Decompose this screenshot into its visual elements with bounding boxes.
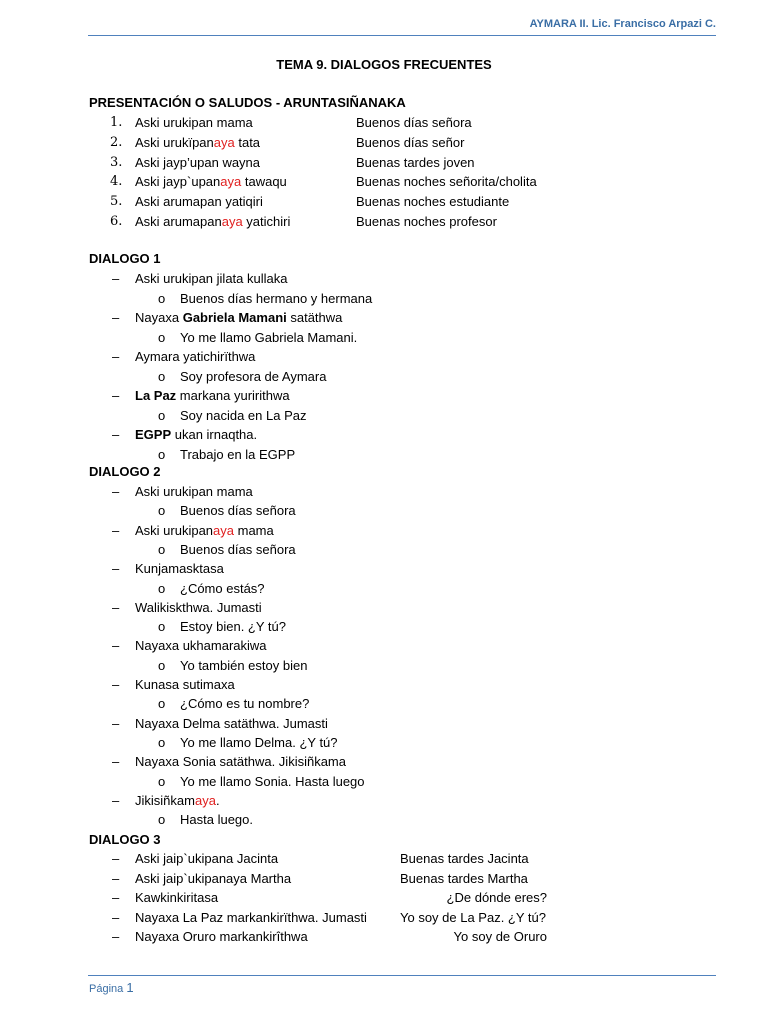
dash-bullet: –	[112, 715, 120, 731]
circle-bullet: o	[158, 773, 166, 789]
aymara-line	[135, 386, 290, 406]
highlight-suffix: aya	[194, 792, 216, 808]
dash-bullet: –	[112, 851, 120, 866]
bold-name: Gabriela Mamani	[182, 310, 287, 325]
spanish-translation: Buenos días hermano y hermana	[180, 290, 373, 306]
aymara-phrase	[135, 212, 290, 232]
dialogo-3-heading: DIALOGO 3	[89, 832, 161, 847]
aymara-line	[135, 482, 253, 502]
spanish-translation: Soy profesora de Aymara	[180, 368, 327, 384]
aymara-phrase	[135, 113, 253, 133]
list-number: 4.	[110, 174, 123, 190]
dialogo-2-heading: DIALOGO 2	[89, 464, 161, 479]
circle-bullet: o	[158, 734, 166, 750]
header-divider	[88, 35, 716, 36]
circle-bullet: o	[158, 446, 166, 462]
circle-bullet: o	[158, 657, 166, 673]
circle-bullet: o	[158, 696, 166, 712]
phrase-text: Jikisiñkam	[135, 792, 195, 808]
dash-bullet: –	[112, 754, 120, 770]
phrase-text: Aski arumapan	[135, 214, 222, 229]
spanish-translation: ¿Cómo es tu nombre?	[180, 696, 310, 712]
phrase-text: Aski urukipan jilata kullaka	[135, 271, 288, 286]
circle-bullet: o	[158, 619, 166, 635]
dash-bullet: –	[112, 929, 120, 945]
aymara-line	[135, 521, 274, 541]
dash-bullet: –	[112, 427, 120, 442]
phrase-text: Nayaxa Sonia satäthwa. Jikisiñkama	[135, 754, 346, 770]
bold-name: EGPP	[135, 427, 172, 442]
spanish-translation: Yo me llamo Sonia. Hasta luego	[180, 773, 365, 789]
spanish-translation: Yo me llamo Delma. ¿Y tú?	[180, 734, 338, 750]
bold-name: La Paz	[135, 388, 177, 403]
aymara-line: Aski jaip`ukipana Jacinta	[135, 851, 279, 866]
dash-bullet: –	[112, 890, 120, 906]
phrase-text: tawaqu	[241, 174, 287, 190]
spanish-translation: Buenas tardes Jacinta	[400, 851, 529, 866]
spanish-translation: Buenas noches estudiante	[356, 194, 510, 210]
aymara-line	[135, 675, 235, 695]
dash-bullet: –	[112, 909, 120, 925]
phrase-text: Aski urukipan mama	[135, 115, 253, 130]
aymara-line: Kawkinkiritasa	[135, 890, 219, 906]
dash-bullet: –	[112, 638, 120, 654]
spanish-translation: Buenas tardes Martha	[400, 870, 528, 886]
footer-divider	[88, 975, 716, 976]
aymara-line	[135, 269, 287, 289]
dash-bullet: –	[112, 561, 120, 577]
aymara-phrase	[135, 153, 260, 173]
spanish-translation: Estoy bien. ¿Y tú?	[180, 619, 286, 635]
dash-bullet: –	[112, 349, 120, 364]
spanish-translation: Yo me llamo Gabriela Mamani.	[180, 329, 358, 345]
dash-bullet: –	[112, 310, 120, 325]
spanish-translation: Yo soy de Oruro	[453, 929, 547, 945]
spanish-translation: Buenas noches señorita/cholita	[356, 174, 537, 190]
dash-bullet: –	[112, 484, 120, 499]
page-title: TEMA 9. DIALOGOS FRECUENTES	[276, 57, 492, 72]
page-header: AYMARA II. Lic. Francisco Arpazi C.	[529, 18, 716, 30]
spanish-translation: Buenos días señora	[356, 115, 472, 130]
phrase-text: markana yuririthwa	[176, 388, 290, 403]
list-number: 5.	[110, 194, 123, 210]
spanish-translation: Buenas tardes joven	[356, 154, 475, 170]
circle-bullet: o	[158, 541, 166, 557]
highlight-suffix: aya	[220, 174, 242, 190]
aymara-line	[135, 714, 328, 734]
aymara-line: Nayaxa Oruro markankirîthwa	[135, 929, 308, 945]
phrase-text: Aymara yatichirïthwa	[135, 349, 256, 364]
phrase-text: yatichiri	[242, 214, 291, 229]
aymara-line	[135, 636, 267, 656]
dialogo-1-heading: DIALOGO 1	[89, 251, 161, 266]
phrase-text: Nayaxa	[135, 310, 183, 325]
circle-bullet: o	[158, 503, 166, 519]
phrase-text: Aski urukipan	[135, 522, 214, 538]
aymara-line	[135, 559, 224, 579]
phrase-text: satäthwa	[286, 310, 343, 325]
footer-label: Página	[89, 983, 124, 995]
list-number: 1.	[110, 115, 123, 130]
phrase-text: Nayaxa ukhamarakiwa	[135, 638, 267, 654]
spanish-translation: Buenas noches profesor	[356, 214, 497, 229]
spanish-translation: Hasta luego.	[180, 812, 253, 828]
dash-bullet: –	[112, 522, 120, 538]
circle-bullet: o	[158, 407, 166, 423]
list-number: 3.	[110, 154, 123, 170]
phrase-text: Kunjamasktasa	[135, 561, 224, 577]
spanish-translation: Trabajo en la EGPP	[180, 446, 296, 462]
circle-bullet: o	[158, 290, 166, 306]
phrase-text: tata	[234, 134, 261, 150]
phrase-text: Aski urukipan mama	[135, 484, 253, 499]
aymara-line	[135, 308, 342, 328]
aymara-phrase	[135, 172, 287, 192]
circle-bullet: o	[158, 329, 166, 345]
phrase-text: Nayaxa Delma satäthwa. Jumasti	[135, 715, 328, 731]
spanish-translation: Yo soy de La Paz. ¿Y tú?	[400, 909, 546, 925]
aymara-line	[135, 752, 346, 772]
highlight-suffix: aya	[221, 214, 243, 229]
page-number: 1	[126, 980, 134, 995]
phrase-text: Aski urukïpan	[135, 134, 214, 150]
list-number: 2.	[110, 134, 123, 150]
spanish-translation: Yo también estoy bien	[180, 657, 308, 673]
circle-bullet: o	[158, 812, 166, 828]
phrase-text: Aski jayp`upan	[135, 174, 221, 190]
circle-bullet: o	[158, 580, 166, 596]
aymara-phrase	[135, 133, 260, 153]
circle-bullet: o	[158, 368, 166, 384]
dash-bullet: –	[112, 677, 120, 692]
phrase-text: Aski arumapan yatiqiri	[135, 194, 263, 210]
aymara-phrase	[135, 192, 263, 212]
aymara-line: Nayaxa La Paz markankirïthwa. Jumasti	[135, 909, 367, 925]
highlight-suffix: aya	[213, 522, 235, 538]
phrase-text: .	[215, 792, 220, 808]
phrase-text: ukan irnaqtha.	[171, 427, 258, 442]
phrase-text: Kunasa sutimaxa	[135, 677, 235, 692]
spanish-translation: Soy nacida en La Paz	[180, 407, 307, 423]
aymara-line: Aski jaip`ukipanaya Martha	[135, 870, 292, 886]
highlight-suffix: aya	[213, 134, 235, 150]
spanish-translation: Buenos días señora	[180, 503, 296, 519]
spanish-translation: Buenos días señor	[356, 134, 465, 150]
section-heading-saludos: PRESENTACIÓN O SALUDOS - ARUNTASIÑANAKA	[89, 95, 406, 110]
spanish-translation: ¿Cómo estás?	[180, 580, 265, 596]
spanish-translation: Buenos días señora	[180, 541, 296, 557]
list-number: 6.	[110, 214, 123, 229]
phrase-text: Aski jayp’upan wayna	[135, 154, 261, 170]
dash-bullet: –	[112, 599, 120, 615]
aymara-line	[135, 791, 220, 811]
dash-bullet: –	[112, 870, 120, 886]
dash-bullet: –	[112, 271, 120, 286]
spanish-translation: ¿De dónde eres?	[446, 890, 547, 906]
aymara-line	[135, 425, 257, 445]
aymara-line	[135, 598, 262, 618]
phrase-text: mama	[234, 522, 274, 538]
dash-bullet: –	[112, 792, 120, 808]
page-footer	[89, 980, 134, 995]
dash-bullet: –	[112, 388, 120, 403]
phrase-text: Walikiskthwa. Jumasti	[135, 599, 262, 615]
aymara-line	[135, 347, 255, 367]
